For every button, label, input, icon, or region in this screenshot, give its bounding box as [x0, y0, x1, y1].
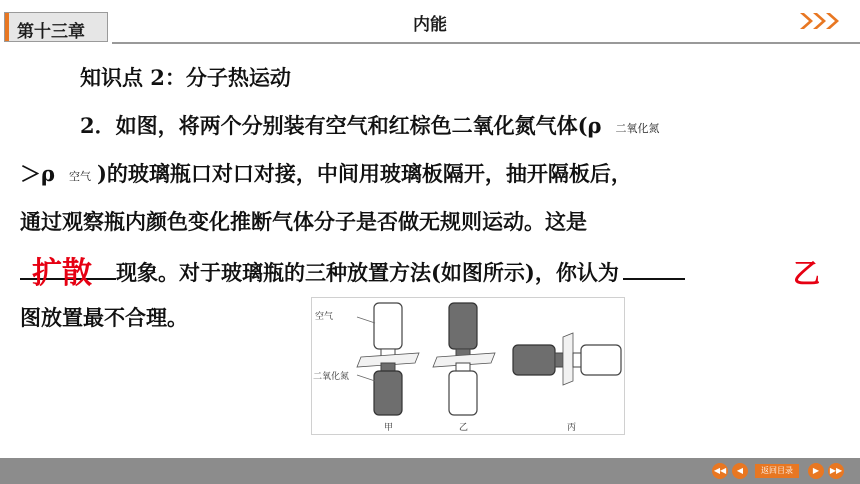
subscript-air: 空气 [68, 169, 91, 183]
question-line-3: 通过观察瓶内颜色变化推断气体分子是否做无规则运动。这是 [20, 209, 587, 234]
last-page-icon[interactable]: ▶▶ [828, 463, 844, 479]
question-line-1 [80, 110, 666, 140]
answer-1: 扩散 [32, 256, 92, 291]
question-line-5: 图放置最不合理。 [20, 305, 188, 330]
question-text: 现象。对于玻璃瓶的三种放置方法(如图所示)，你认为 [116, 260, 619, 285]
subscript-no2: 二氧化氮 [615, 121, 660, 135]
prev-page-icon[interactable]: ◀ [732, 463, 748, 479]
caption-jia: 甲 [384, 423, 394, 433]
question-text: ＞ρ [20, 161, 55, 186]
chapter-label: 第十三章 [17, 22, 85, 42]
bottle-diagram [311, 297, 625, 435]
bottom-bar [0, 458, 860, 484]
question-text: 2．如图，将两个分别装有空气和红棕色二氧化氮气体(ρ [80, 113, 602, 138]
question-line-4 [20, 254, 685, 287]
label-no2: 二氧化氮 [313, 372, 350, 382]
caption-bing: 丙 [567, 423, 577, 433]
question-line-2 [20, 158, 632, 188]
page-title: 内能 [413, 15, 447, 35]
next-page-icon[interactable]: ▶ [808, 463, 824, 479]
chevron-right-icon[interactable] [822, 10, 842, 32]
return-toc-button[interactable]: 返回目录 [755, 464, 799, 478]
answer-2: 乙 [793, 259, 820, 290]
question-text: )的玻璃瓶口对口对接，中间用玻璃板隔开，抽开隔板后， [96, 161, 632, 186]
top-bar [0, 0, 860, 45]
caption-yi: 乙 [459, 423, 469, 433]
label-air: 空气 [315, 312, 334, 322]
section-heading: 知识点 2：分子热运动 [80, 65, 291, 90]
first-page-icon[interactable]: ◀◀ [712, 463, 728, 479]
bottle-figure [311, 297, 625, 435]
header-divider [112, 42, 860, 44]
answer-blank-2 [623, 254, 685, 280]
